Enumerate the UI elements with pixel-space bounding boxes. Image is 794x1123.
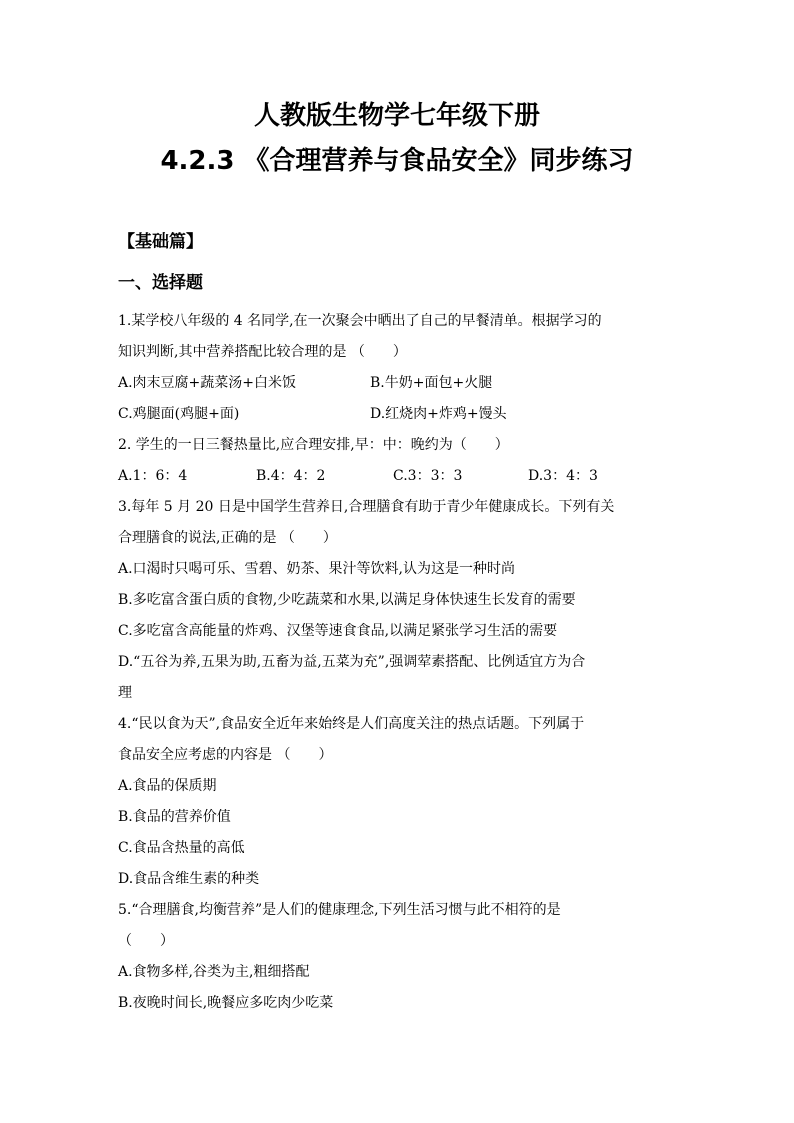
- question-2-option-d: D.3：4：3: [528, 468, 598, 484]
- document-subtitle: 4.2.3 《合理营养与食品安全》同步练习: [160, 146, 634, 176]
- question-4-text: 4.“民以食为天”,食品安全近年来始终是人们高度关注的热点话题。下列属于: [118, 716, 585, 732]
- question-2-option-b: B.4：4：2: [256, 468, 326, 484]
- question-4-option-c: C.食品含热量的高低: [118, 840, 245, 856]
- question-2-option-a: A.1：6：4: [118, 468, 188, 484]
- question-3-option-d-cont: 理: [118, 685, 132, 701]
- question-1-option-a: A.肉末豆腐+蔬菜汤+白米饭: [118, 375, 297, 391]
- question-2-text: 2. 学生的一日三餐热量比,应合理安排,早：中：晚约为（ ）: [118, 437, 509, 453]
- question-4-option-a: A.食品的保质期: [118, 778, 217, 794]
- question-5-option-b: B.夜晚时间长,晚餐应多吃肉少吃菜: [118, 995, 334, 1011]
- question-1-option-d: D.红烧肉+炸鸡+馒头: [370, 406, 507, 422]
- document-title: 人教版生物学七年级下册: [253, 101, 540, 131]
- question-5-text: 5.“合理膳食,均衡营养”是人们的健康理念,下列生活习惯与此不相符的是: [118, 902, 561, 918]
- section-level-heading: 【基础篇】: [118, 232, 203, 252]
- section-part-heading: 一、选择题: [118, 273, 203, 293]
- question-3-text-cont: 合理膳食的说法,正确的是 （ ）: [118, 530, 337, 546]
- question-1-text-cont: 知识判断,其中营养搭配比较合理的是 （ ）: [118, 344, 407, 360]
- question-3-option-b: B.多吃富含蛋白质的食物,少吃蔬菜和水果,以满足身体快速生长发育的需要: [118, 592, 576, 608]
- question-3-option-a: A.口渴时只喝可乐、雪碧、奶茶、果汁等饮料,认为这是一种时尚: [118, 561, 516, 577]
- question-5-option-a: A.食物多样,谷类为主,粗细搭配: [118, 964, 310, 980]
- question-5-text-cont: （ ）: [118, 933, 174, 949]
- question-4-text-cont: 食品安全应考虑的内容是 （ ）: [118, 747, 333, 763]
- question-1-option-c: C.鸡腿面(鸡腿+面): [118, 406, 240, 422]
- question-3-text: 3.每年 5 月 20 日是中国学生营养日,合理膳食有助于青少年健康成长。下列有关: [118, 499, 615, 515]
- question-3-option-c: C.多吃富含高能量的炸鸡、汉堡等速食食品,以满足紧张学习生活的需要: [118, 623, 558, 639]
- question-3-option-d: D.“五谷为养,五果为助,五畜为益,五菜为充”,强调荤素搭配、比例适宜方为合: [118, 654, 586, 670]
- question-4-option-d: D.食品含维生素的种类: [118, 871, 260, 887]
- question-2-option-c: C.3：3：3: [393, 468, 463, 484]
- question-1-text: 1.某学校八年级的 4 名同学,在一次聚会中晒出了自己的早餐清单。根据学习的: [118, 313, 602, 329]
- question-4-option-b: B.食品的营养价值: [118, 809, 231, 825]
- question-1-option-b: B.牛奶+面包+火腿: [370, 375, 493, 391]
